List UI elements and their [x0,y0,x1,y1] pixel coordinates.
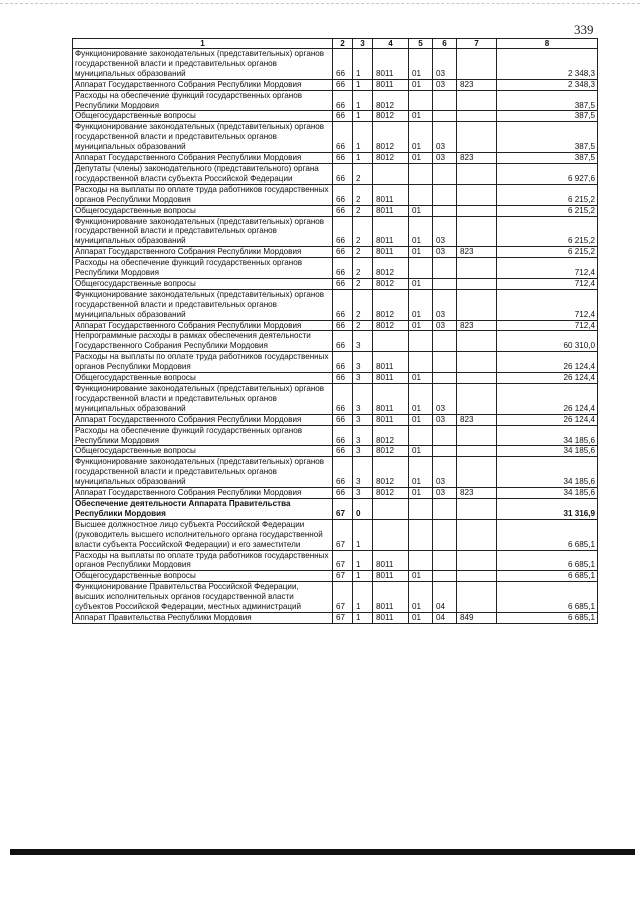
col-3-cell: 1 [353,90,373,111]
col-4-cell: 8011 [373,612,409,623]
col-5-cell: 01 [409,582,433,613]
col-4-cell: 8011 [373,414,409,425]
amount-cell: 712,4 [497,278,598,289]
col-2-cell: 66 [333,216,353,247]
col-3-cell: 1 [353,49,373,80]
column-header: 1 [73,39,333,49]
col-4-cell: 8011 [373,216,409,247]
col-7-cell [457,384,497,415]
col-6-cell: 03 [433,122,457,153]
col-3-cell: 2 [353,320,373,331]
col-5-cell [409,498,433,519]
col-2-cell: 67 [333,550,353,571]
col-6-cell [433,550,457,571]
col-6-cell [433,519,457,550]
amount-cell: 6 685,1 [497,612,598,623]
col-4-cell: 8012 [373,153,409,164]
col-3-cell: 1 [353,582,373,613]
row-name-cell: Расходы на обеспечение функций государственных органов Республики Мордовия [73,90,333,111]
col-7-cell: 823 [457,79,497,90]
amount-cell: 712,4 [497,320,598,331]
row-name-cell: Общегосударственные вопросы [73,373,333,384]
col-3-cell: 3 [353,373,373,384]
col-6-cell: 04 [433,582,457,613]
col-6-cell: 03 [433,247,457,258]
col-6-cell [433,258,457,279]
row-name-cell: Общегосударственные вопросы [73,111,333,122]
col-7-cell: 823 [457,414,497,425]
col-4-cell: 8012 [373,111,409,122]
table-row [73,582,598,613]
row-name-cell: Аппарат Государственного Собрания Республики Мордовия [73,153,333,164]
amount-cell: 26 124,4 [497,373,598,384]
col-3-cell: 3 [353,352,373,373]
amount-cell: 387,5 [497,90,598,111]
col-7-cell [457,289,497,320]
col-4-cell: 8011 [373,352,409,373]
table-row [73,258,598,279]
col-4-cell: 8011 [373,49,409,80]
col-2-cell: 66 [333,184,353,205]
table-row [73,457,598,488]
row-name-cell: Высшее должностное лицо субъекта Российской Федерации (руководитель высшего исполнительного органа государственной власти субъекта Российской Федерации) и его заместители [73,519,333,550]
col-4-cell: 8012 [373,488,409,499]
col-3-cell: 2 [353,205,373,216]
col-6-cell: 03 [433,384,457,415]
col-4-cell: 8011 [373,205,409,216]
col-4-cell [373,498,409,519]
col-7-cell: 823 [457,247,497,258]
col-2-cell: 66 [333,414,353,425]
col-2-cell: 66 [333,373,353,384]
col-7-cell [457,373,497,384]
amount-cell: 34 185,6 [497,488,598,499]
amount-cell: 34 185,6 [497,457,598,488]
col-5-cell: 01 [409,488,433,499]
table-row [73,373,598,384]
col-5-cell: 01 [409,216,433,247]
col-4-cell: 8012 [373,278,409,289]
row-name-cell: Расходы на обеспечение функций государственных органов Республики Мордовия [73,258,333,279]
col-3-cell: 1 [353,111,373,122]
col-6-cell: 03 [433,49,457,80]
row-name-cell: Аппарат Государственного Собрания Республики Мордовия [73,414,333,425]
col-6-cell: 04 [433,612,457,623]
col-3-cell: 1 [353,612,373,623]
amount-cell: 2 348,3 [497,49,598,80]
col-6-cell [433,571,457,582]
table-row [73,519,598,550]
bottom-scan-rule [10,849,635,855]
table-row [73,320,598,331]
row-name-cell: Общегосударственные вопросы [73,571,333,582]
amount-cell: 6 685,1 [497,582,598,613]
col-6-cell [433,373,457,384]
col-3-cell: 2 [353,278,373,289]
table-row [73,153,598,164]
col-5-cell [409,331,433,352]
amount-cell: 60 310,0 [497,331,598,352]
col-4-cell: 8012 [373,425,409,446]
col-4-cell: 8012 [373,457,409,488]
table-row [73,111,598,122]
column-header: 5 [409,39,433,49]
table-row [73,163,598,184]
col-5-cell [409,258,433,279]
col-5-cell: 01 [409,79,433,90]
budget-table [72,38,598,624]
col-5-cell: 01 [409,247,433,258]
table-row [73,550,598,571]
col-6-cell: 03 [433,457,457,488]
col-7-cell [457,582,497,613]
col-3-cell: 1 [353,79,373,90]
table-row [73,425,598,446]
col-2-cell: 66 [333,425,353,446]
amount-cell: 387,5 [497,122,598,153]
col-6-cell: 03 [433,216,457,247]
col-2-cell: 66 [333,111,353,122]
amount-cell: 387,5 [497,153,598,164]
table-row [73,205,598,216]
col-3-cell: 1 [353,519,373,550]
column-header: 8 [497,39,598,49]
col-7-cell [457,550,497,571]
col-7-cell [457,163,497,184]
col-3-cell: 1 [353,571,373,582]
col-2-cell: 66 [333,331,353,352]
amount-cell: 387,5 [497,111,598,122]
col-7-cell: 823 [457,320,497,331]
col-3-cell: 3 [353,384,373,415]
table-row [73,90,598,111]
col-2-cell: 66 [333,384,353,415]
col-5-cell: 01 [409,384,433,415]
row-name-cell: Аппарат Государственного Собрания Республики Мордовия [73,247,333,258]
col-7-cell: 823 [457,488,497,499]
col-7-cell [457,498,497,519]
col-6-cell [433,90,457,111]
row-name-cell: Расходы на обеспечение функций государственных органов Республики Мордовия [73,425,333,446]
col-4-cell: 8011 [373,384,409,415]
col-6-cell [433,446,457,457]
table-row [73,612,598,623]
col-6-cell: 03 [433,414,457,425]
col-3-cell: 3 [353,488,373,499]
col-6-cell: 03 [433,153,457,164]
amount-cell: 34 185,6 [497,446,598,457]
col-4-cell: 8012 [373,258,409,279]
col-5-cell: 01 [409,414,433,425]
row-name-cell: Расходы на выплаты по оплате труда работников государственных органов Республики Мордовия [73,550,333,571]
col-4-cell: 8011 [373,550,409,571]
column-header: 3 [353,39,373,49]
amount-cell: 6 215,2 [497,184,598,205]
col-7-cell: 823 [457,153,497,164]
col-2-cell: 66 [333,446,353,457]
col-2-cell: 66 [333,247,353,258]
col-4-cell: 8012 [373,320,409,331]
col-6-cell [433,352,457,373]
col-7-cell [457,571,497,582]
table-row [73,488,598,499]
table-row [73,289,598,320]
col-5-cell [409,184,433,205]
table-row [73,216,598,247]
amount-cell: 712,4 [497,289,598,320]
col-7-cell [457,352,497,373]
table-body [73,39,598,624]
row-name-cell: Функционирование законодательных (представительных) органов государственной власти и представительных органов муниципальных образований [73,49,333,80]
col-3-cell: 3 [353,331,373,352]
col-2-cell: 66 [333,79,353,90]
amount-cell: 712,4 [497,258,598,279]
col-5-cell: 01 [409,320,433,331]
amount-cell: 26 124,4 [497,384,598,415]
col-6-cell [433,184,457,205]
col-4-cell [373,331,409,352]
col-4-cell: 8012 [373,289,409,320]
table-row [73,384,598,415]
col-4-cell [373,163,409,184]
col-7-cell [457,519,497,550]
col-4-cell: 8011 [373,373,409,384]
col-7-cell [457,111,497,122]
col-6-cell [433,425,457,446]
row-name-cell: Аппарат Государственного Собрания Республики Мордовия [73,79,333,90]
amount-cell: 6 685,1 [497,519,598,550]
row-name-cell: Непрограммные расходы в рамках обеспечения деятельности Государственного Собрания Республики Мордовия [73,331,333,352]
page-number: 339 [574,22,594,37]
col-2-cell: 66 [333,163,353,184]
col-7-cell [457,216,497,247]
row-name-cell: Обеспечение деятельности Аппарата Правительства Республики Мордовия [73,498,333,519]
col-2-cell: 66 [333,488,353,499]
col-2-cell: 66 [333,278,353,289]
col-5-cell: 01 [409,373,433,384]
col-3-cell: 2 [353,184,373,205]
column-header: 7 [457,39,497,49]
col-7-cell [457,49,497,80]
table-row [73,79,598,90]
row-name-cell: Аппарат Правительства Республики Мордовия [73,612,333,623]
table-row [73,331,598,352]
col-5-cell: 01 [409,571,433,582]
col-7-cell: 849 [457,612,497,623]
col-6-cell [433,498,457,519]
col-2-cell: 67 [333,582,353,613]
table-row [73,352,598,373]
table-row [73,278,598,289]
col-2-cell: 67 [333,612,353,623]
col-6-cell [433,278,457,289]
col-3-cell: 1 [353,550,373,571]
col-2-cell: 67 [333,519,353,550]
table-row [73,498,598,519]
col-7-cell [457,184,497,205]
col-5-cell [409,425,433,446]
col-7-cell [457,90,497,111]
table-row [73,184,598,205]
col-6-cell: 03 [433,320,457,331]
col-3-cell: 2 [353,258,373,279]
table-row [73,414,598,425]
column-header: 6 [433,39,457,49]
amount-cell: 6 685,1 [497,571,598,582]
col-5-cell [409,163,433,184]
table-row [73,446,598,457]
col-3-cell: 3 [353,425,373,446]
top-edge-rule [0,3,640,4]
col-3-cell: 2 [353,247,373,258]
table-row [73,571,598,582]
row-name-cell: Расходы на выплаты по оплате труда работников государственных органов Республики Мордовия [73,184,333,205]
row-name-cell: Общегосударственные вопросы [73,205,333,216]
row-name-cell: Функционирование законодательных (представительных) органов государственной власти и представительных органов муниципальных образований [73,122,333,153]
amount-cell: 6 685,1 [497,550,598,571]
col-7-cell [457,122,497,153]
col-3-cell: 3 [353,446,373,457]
col-2-cell: 66 [333,457,353,488]
col-4-cell: 8011 [373,571,409,582]
col-3-cell: 3 [353,457,373,488]
amount-cell: 6 215,2 [497,216,598,247]
col-5-cell [409,519,433,550]
col-4-cell: 8012 [373,446,409,457]
col-2-cell: 66 [333,153,353,164]
col-2-cell: 66 [333,122,353,153]
col-5-cell: 01 [409,446,433,457]
col-6-cell: 03 [433,488,457,499]
row-name-cell: Функционирование законодательных (представительных) органов государственной власти и представительных органов муниципальных образований [73,457,333,488]
row-name-cell: Функционирование законодательных (представительных) органов государственной власти и представительных органов муниципальных образований [73,289,333,320]
col-5-cell: 01 [409,205,433,216]
col-5-cell: 01 [409,111,433,122]
col-7-cell [457,258,497,279]
col-7-cell [457,446,497,457]
col-5-cell: 01 [409,289,433,320]
amount-cell: 2 348,3 [497,79,598,90]
col-4-cell [373,519,409,550]
col-3-cell: 1 [353,153,373,164]
col-4-cell: 8011 [373,582,409,613]
row-name-cell: Общегосударственные вопросы [73,278,333,289]
col-4-cell: 8011 [373,79,409,90]
row-name-cell: Функционирование Правительства Российской Федерации, высших исполнительных органов государственной власти субъектов Российской Федерации, местных администраций [73,582,333,613]
col-2-cell: 66 [333,289,353,320]
table-row [73,49,598,80]
col-5-cell: 01 [409,153,433,164]
col-7-cell [457,457,497,488]
col-2-cell: 66 [333,205,353,216]
col-7-cell [457,205,497,216]
col-3-cell: 2 [353,289,373,320]
col-3-cell: 0 [353,498,373,519]
amount-cell: 6 215,2 [497,205,598,216]
col-5-cell: 01 [409,612,433,623]
col-5-cell [409,90,433,111]
col-7-cell [457,331,497,352]
col-4-cell: 8012 [373,90,409,111]
amount-cell: 26 124,4 [497,352,598,373]
col-5-cell [409,550,433,571]
col-7-cell [457,425,497,446]
col-5-cell: 01 [409,122,433,153]
row-name-cell: Аппарат Государственного Собрания Республики Мордовия [73,320,333,331]
row-name-cell: Расходы на выплаты по оплате труда работников государственных органов Республики Мордовия [73,352,333,373]
column-header: 4 [373,39,409,49]
col-2-cell: 66 [333,90,353,111]
col-2-cell: 66 [333,352,353,373]
row-name-cell: Функционирование законодательных (представительных) органов государственной власти и представительных органов муниципальных образований [73,384,333,415]
col-3-cell: 2 [353,216,373,247]
table-row [73,122,598,153]
row-name-cell: Депутаты (члены) законодательного (представительного) органа государственной власти субъекта Российской Федерации [73,163,333,184]
row-name-cell: Аппарат Государственного Собрания Республики Мордовия [73,488,333,499]
col-5-cell: 01 [409,278,433,289]
col-4-cell: 8011 [373,247,409,258]
col-2-cell: 67 [333,498,353,519]
col-6-cell [433,331,457,352]
col-2-cell: 66 [333,49,353,80]
col-5-cell [409,352,433,373]
row-name-cell: Функционирование законодательных (представительных) органов государственной власти и представительных органов муниципальных образований [73,216,333,247]
table-header-row [73,39,598,49]
row-name-cell: Общегосударственные вопросы [73,446,333,457]
col-3-cell: 1 [353,122,373,153]
col-4-cell: 8012 [373,122,409,153]
col-5-cell: 01 [409,457,433,488]
amount-cell: 6 215,2 [497,247,598,258]
col-4-cell: 8011 [373,184,409,205]
col-6-cell [433,163,457,184]
amount-cell: 6 927,6 [497,163,598,184]
table-row [73,247,598,258]
col-2-cell: 66 [333,258,353,279]
col-6-cell: 03 [433,79,457,90]
amount-cell: 34 185,6 [497,425,598,446]
col-6-cell [433,111,457,122]
amount-cell: 26 124,4 [497,414,598,425]
col-7-cell [457,278,497,289]
column-header: 2 [333,39,353,49]
col-3-cell: 2 [353,163,373,184]
col-6-cell: 03 [433,289,457,320]
col-2-cell: 67 [333,571,353,582]
col-2-cell: 66 [333,320,353,331]
col-3-cell: 3 [353,414,373,425]
amount-cell: 31 316,9 [497,498,598,519]
col-6-cell [433,205,457,216]
col-5-cell: 01 [409,49,433,80]
